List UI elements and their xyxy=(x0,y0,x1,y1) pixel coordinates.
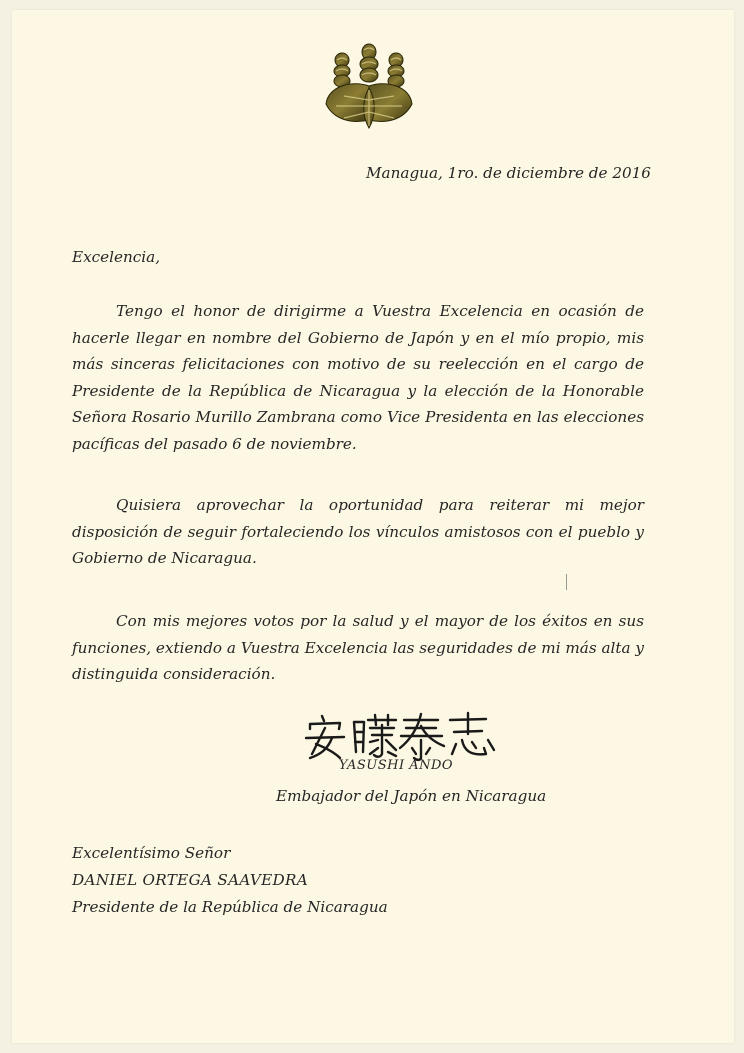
addressee-name: DANIEL ORTEGA SAAVEDRA xyxy=(72,871,309,889)
scan-mark xyxy=(566,574,567,590)
addressee-title: Presidente de la República de Nicaragua xyxy=(72,898,388,916)
salutation: Excelencia, xyxy=(72,248,161,266)
body-paragraph-1: Tengo el honor de dirigirme a Vuestra Excelencia en ocasión de hacerle llegar en nombre del Gobierno de Japón y en el mío propio, mis más sinceras felicitaciones con motivo de su reelección en el cargo de Presidente de la República de Nicaragua y la elección de la Honorable Señora Rosario Murillo Zambrana como Vice Presidenta en las elecciones pacíficas del pasado 6 de noviembre. xyxy=(72,302,644,453)
signatory-title: Embajador del Japón en Nicaragua xyxy=(276,787,547,805)
body-paragraph-2: Quisiera aprovechar la oportunidad para reiterar mi mejor disposición de seguir fortaleciendo los vínculos amistosos con el pueblo y Gobierno de Nicaragua. xyxy=(72,496,644,567)
body-paragraph-3: Con mis mejores votos por la salud y el mayor de los éxitos en sus funciones, extiendo a Vuestra Excelencia las seguridades de mi más alta y distinguida consideración. xyxy=(72,612,644,683)
paulownia-crest-emblem xyxy=(322,40,416,132)
letter-date: Managua, 1ro. de diciembre de 2016 xyxy=(366,164,651,182)
signatory-name: YASUSHI ANDO xyxy=(338,758,454,773)
addressee-honorific: Excelentísimo Señor xyxy=(72,844,231,862)
